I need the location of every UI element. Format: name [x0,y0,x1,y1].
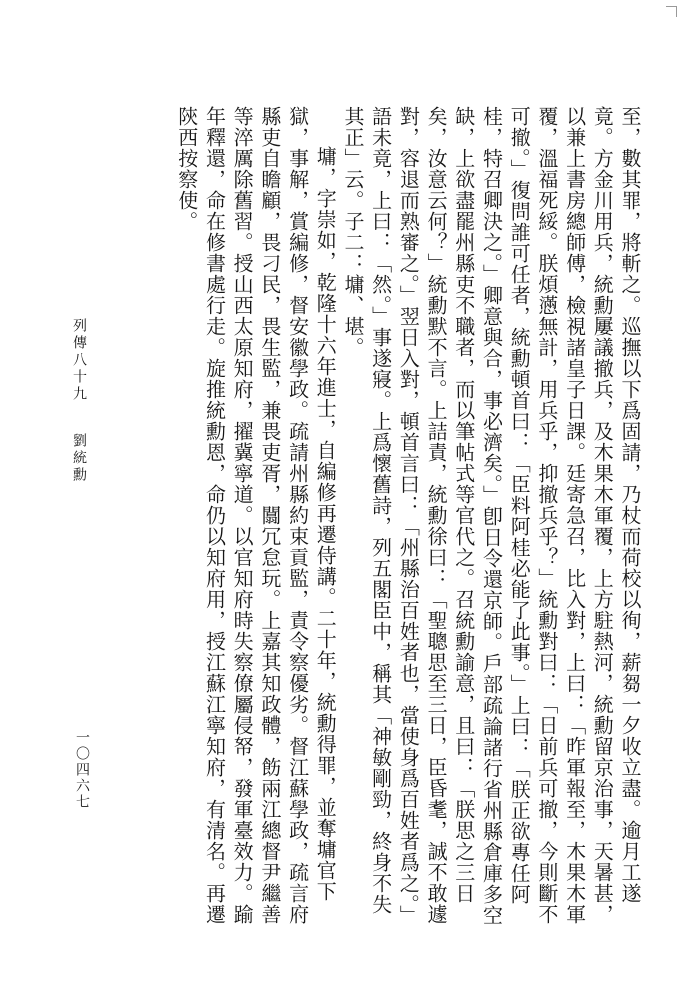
running-head [68,318,90,484]
running-head-section: 列傳八十九 [71,318,87,403]
main-text [95,106,643,926]
scan-corner-mark [666,6,677,17]
page-number: 一〇四六七 [74,730,90,810]
paragraph-1: 至，數其罪，將斬之。巡撫以下爲固請，乃杖而荷校以徇，薪芻一夕收立盡。逾月工遂竟。方金川用兵，統勳屢議撤兵，及木果木軍覆，上方駐熱河，統勳留京治事，天暑甚，以兼上書房總師傅，檢視諸皇子日課。廷寄急召，比入對，上曰：「昨軍報至，木果木軍覆，溫福死綏。朕煩懣無計，用兵乎，抑撤兵乎？」統勳對曰：「日前兵可撤，今則斷不可撤。」復問誰可任者，統勳頓首曰：「臣料阿桂必能了此事。」上曰：「朕正欲專任阿桂，特召卿決之。」卿意與合，事必濟矣。」卽日令還京師。戶部疏論諸行省州縣倉庫多空缺，上欲盡罷州縣吏不職者，而以筆帖式等官代之。召統勳諭意，且曰：「朕思之三日矣，汝意云何？」統勳默不言。上詰責，統勳徐曰：「聖聰思至三日，臣昏耄，誠不敢遽對，容退而熟審之。」翌日入對，頓首言曰：「州縣治百姓者也，當使身爲百姓者爲之。」語未竟，上曰：「然。」事遂寢。上爲懷舊詩，列五閣臣中，稱其「神敏剛勁，終身不失其正」云。子二：墉、堪。 [340,106,642,926]
running-head-name: 劉統勳 [71,433,87,484]
paragraph-2: 墉，字崇如，乾隆十六年進士，自編修再遷侍講。二十年，統勳得罪，並奪墉官下獄，事解，賞編修，督安徽學政。疏請州縣約束貢監，責令察優劣。督江蘇學政，疏言府縣吏自瞻顧，畏刁民，畏生監，兼畏吏胥，闒冗怠玩。上嘉其知政體，飭兩江總督尹繼善等淬厲除舊習。授山西太原知府，擢冀寧道。以官知府時失察僚屬侵帑，發軍臺效力。踰年釋還，命在修書處行走。旋推統勳恩，命仍以知府用，授江蘇江寧知府，有清名。再遷陝西按察使。 [174,106,338,925]
